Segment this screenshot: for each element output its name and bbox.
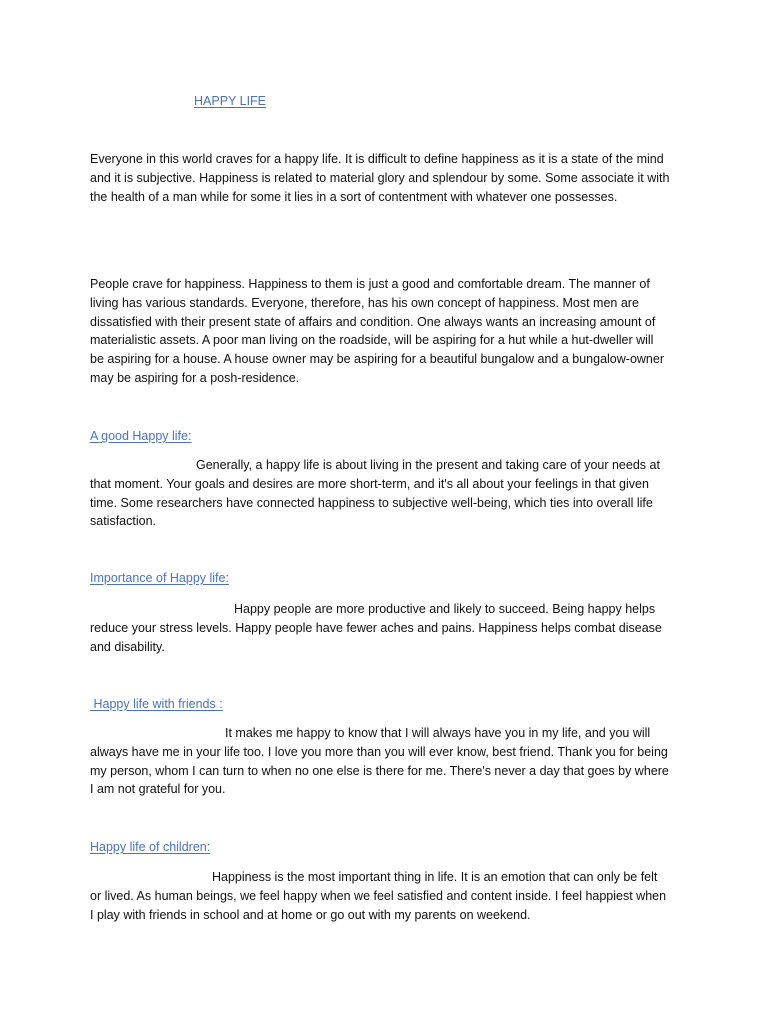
- paragraph-line: satisfaction.: [90, 514, 157, 529]
- paragraph-line: Happy people are more productive and likely to succeed. Being happy helps: [234, 602, 656, 616]
- document-title: HAPPY LIFE: [194, 94, 267, 108]
- section-heading-friends: Happy life with friends :: [90, 697, 223, 711]
- section-paragraph-friends: [90, 724, 680, 799]
- paragraph-line: living has various standards. Everyone, therefore, has his own concept of happiness. Most men are: [90, 295, 639, 310]
- paragraph-line: I play with friends in school and at home or go out with my parents on weekend.: [90, 907, 531, 922]
- paragraph-line: may be aspiring for a posh-residence.: [90, 370, 300, 385]
- paragraph-line: reduce your stress levels. Happy people have fewer aches and pains. Happiness helps combat disease: [90, 620, 662, 635]
- crave-paragraph: [90, 275, 680, 388]
- paragraph-line: dissatisfied with their present state of affairs and condition. One always wants an increasing amount of: [90, 314, 656, 329]
- section-paragraph-importance: [90, 600, 680, 656]
- paragraph-line: the health of a man while for some it lies in a sort of contentment with whatever one possesses.: [90, 189, 618, 204]
- intro-paragraph: [90, 150, 680, 206]
- paragraph-line: time. Some researchers have connected happiness to subjective well-being, which ties into overall life: [90, 495, 653, 510]
- paragraph-line: materialistic assets. A poor man living on the roadside, will be aspiring for a hut while a hut-dweller will: [90, 333, 654, 348]
- paragraph-line: Everyone in this world craves for a happy life. It is difficult to define happiness as it is a state of the mind: [90, 152, 664, 166]
- section-heading-importance: Importance of Happy life:: [90, 571, 229, 585]
- section-heading-children: Happy life of children:: [90, 840, 211, 854]
- paragraph-line: Generally, a happy life is about living in the present and taking care of your needs at: [196, 458, 660, 472]
- paragraph-line: always have me in your life too. I love you more than you will ever know, best friend. Thank you for being: [90, 744, 668, 759]
- paragraph-line: or lived. As human beings, we feel happy when we feel satisfied and content inside. I feel happiest when: [90, 888, 667, 903]
- paragraph-line: that moment. Your goals and desires are more short-term, and it's all about your feelings in that given: [90, 476, 649, 491]
- paragraph-line: It makes me happy to know that I will always have you in my life, and you will: [225, 726, 651, 740]
- section-heading-good-happy-life: A good Happy life:: [90, 429, 192, 443]
- paragraph-line: People crave for happiness. Happiness to them is just a good and comfortable dream. The manner of: [90, 277, 650, 291]
- paragraph-line: and it is subjective. Happiness is related to material glory and splendour by some. Some associate it with: [90, 170, 670, 185]
- section-paragraph-children: [90, 868, 680, 924]
- paragraph-line: and disability.: [90, 639, 165, 654]
- paragraph-line: I am not grateful for you.: [90, 782, 226, 797]
- paragraph-line: my person, whom I can turn to when no one else is there for me. There's never a day that goes by where: [90, 763, 669, 778]
- paragraph-line: Happiness is the most important thing in life. It is an emotion that can only be felt: [212, 870, 658, 884]
- section-paragraph-good-happy-life: [90, 456, 680, 531]
- paragraph-line: be aspiring for a house. A house owner may be aspiring for a beautiful bungalow and a bungalow-owner: [90, 352, 664, 367]
